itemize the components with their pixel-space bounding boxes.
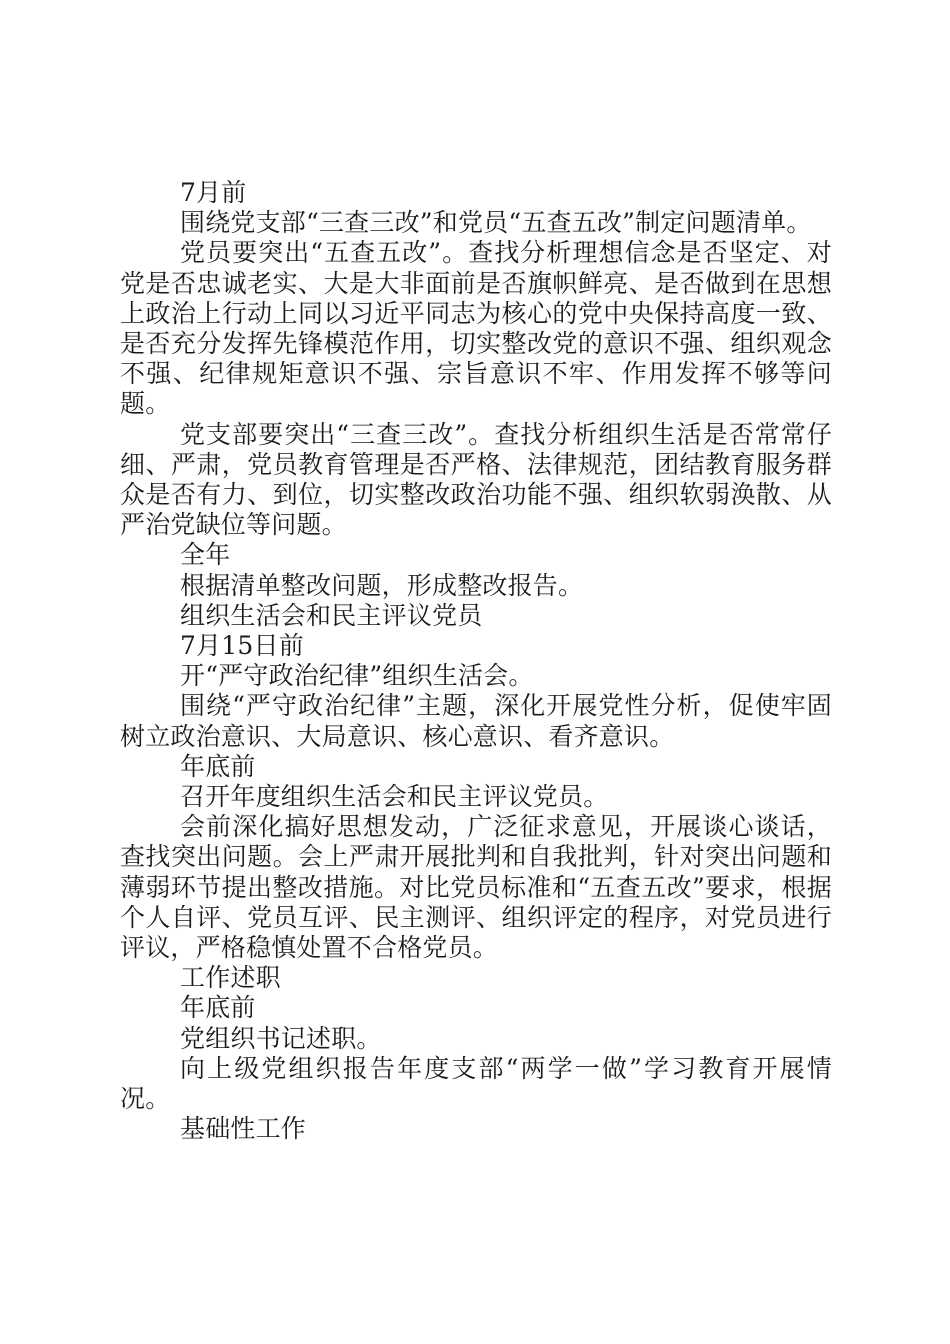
deadline-year-end: 年底前 [180, 751, 256, 781]
deadline-july: 7月前 [180, 178, 247, 207]
task-report-to-superior: 向上级党组织报告年度支部“两学一做”学习教育开展情况。 [120, 1053, 832, 1114]
annual-meeting-detail: 会前深化搞好思想发动，广泛征求意见，开展谈心谈话，查找突出问题。会上严肃开展批判和自我批判，针对突出问题和薄弱环节提出整改措施。对比党员标准和“五查五改”要求，根据个人自评、党员互评、民主测评、组织评定的程序，对党员进行评议，严格稳慎处置不合格党员。 [120, 812, 832, 963]
discipline-meeting-detail: 围绕“严守政治纪律”主题，深化开展党性分析，促使牢固树立政治意识、大局意识、核心意识、看齐意识。 [120, 691, 832, 751]
task-rectification-report: 根据清单整改问题，形成整改报告。 [180, 570, 584, 600]
task-annual-meeting: 召开年度组织生活会和民主评议党员。 [180, 782, 609, 812]
section-heading-basic-work: 基础性工作 [180, 1114, 307, 1144]
task-discipline-meeting: 开“严守政治纪律”组织生活会。 [180, 661, 534, 691]
branch-three-checks: 党支部要突出“三查三改”。查找分析组织生活是否常常仔细、严肃，党员教育管理是否严格、法律规范，团结教育服务群众是否有力、到位，切实整改政治功能不强、组织软弱涣散、从严治党缺位等问题。 [120, 419, 832, 540]
party-member-five-checks: 党员要突出“五查五改”。查找分析理想信念是否坚定、对党是否忠诚老实、大是大非面前是否旗帜鲜亮、是否做到在思想上政治上行动上同以习近平同志为核心的党中央保持高度一致、是否充分发挥先锋模范作用，切实整改党的意识不强、组织观念不强、纪律规矩意识不强、宗旨意识不牢、作用发挥不够等问题。 [120, 238, 832, 419]
document-body [120, 178, 832, 1145]
deadline-full-year: 全年 [180, 540, 231, 570]
task-secretary-report: 党组织书记述职。 [180, 1023, 382, 1053]
deadline-july-15: 7月15日前 [180, 631, 304, 661]
section-heading-work-report: 工作述职 [180, 963, 281, 993]
deadline-year-end-2: 年底前 [180, 993, 256, 1023]
section-heading-org-life: 组织生活会和民主评议党员 [180, 600, 483, 630]
task-problem-list: 围绕党支部“三查三改”和党员“五查五改”制定问题清单。 [180, 208, 812, 238]
